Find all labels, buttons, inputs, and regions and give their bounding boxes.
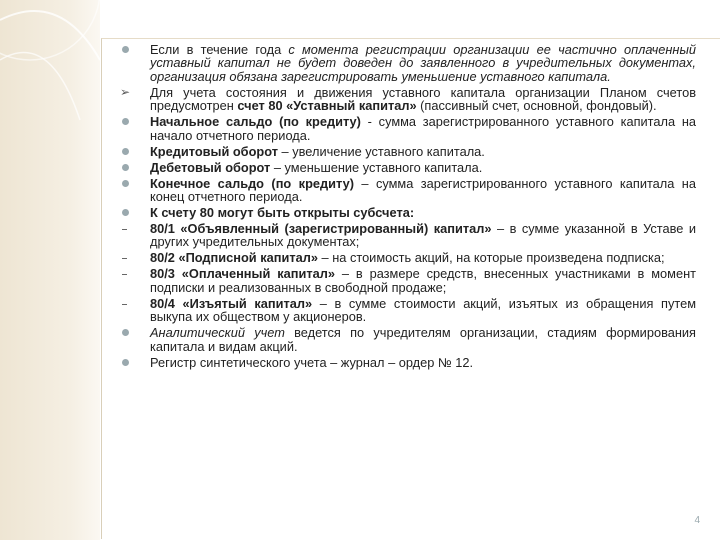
- item-text: – в сумме указанной в Уставе и других учредительных документах;: [150, 221, 697, 250]
- item-text: 80/1 «Объявленный (зарегистрированный) капитал»: [150, 221, 492, 237]
- list-item: [120, 145, 696, 158]
- list-item: [120, 177, 696, 204]
- item-text: К счету 80 могут быть открыты субсчета:: [150, 205, 415, 221]
- list-item: [120, 43, 696, 83]
- item-text: – в сумме стоимости акций, изъятых из обращения путем выкупа их обществом у акционеров.: [150, 295, 696, 325]
- list-item: [120, 115, 696, 142]
- item-text: Дебетовый оборот: [150, 159, 271, 175]
- arrow-bullet-icon: ➢: [120, 84, 131, 99]
- item-text: – уменьшение уставного капитала.: [270, 159, 483, 175]
- item-text: Регистр синтетического учета – журнал – ордер № 12.: [150, 354, 474, 370]
- item-text: Кредитовый оборот: [150, 143, 278, 159]
- item-text: 80/2 «Подписной капитал»: [150, 250, 318, 266]
- list-item: [120, 86, 696, 113]
- item-text: – увеличение уставного капитала.: [278, 143, 485, 159]
- bullet-list: [120, 43, 696, 372]
- content-panel: [101, 38, 720, 539]
- list-item: [120, 222, 696, 249]
- item-text: Начальное сальдо (по кредиту): [150, 114, 361, 130]
- item-text: 80/4 «Изъятый капитал»: [150, 295, 313, 311]
- item-text: (пассивный счет, основной, фондовый).: [416, 98, 657, 114]
- item-text: Если в течение года: [150, 42, 289, 57]
- list-item: [120, 356, 696, 369]
- item-text: – сумма зарегистрированного уставного капитала на конец отчетного периода.: [150, 175, 696, 205]
- list-item: [120, 251, 696, 264]
- item-text: счет 80 «Уставный капитал»: [237, 98, 417, 114]
- item-text: ведется по учредителям организации, стадиям формирования капитала и видам акций.: [150, 325, 696, 354]
- list-item: [120, 161, 696, 174]
- item-text: – в размере средств, внесенных участниками в момент подписки и реализованных в свободной продаже;: [150, 266, 697, 295]
- item-text: - сумма зарегистрированного уставного капитала на начало отчетного периода.: [150, 114, 696, 143]
- item-text: – на стоимость акций, на которые произведена подписка;: [317, 250, 665, 266]
- item-text: Для учета состояния и движения уставного капитала организации Планом счетов предусмотрен: [150, 84, 696, 114]
- item-text: Конечное сальдо (по кредиту): [150, 175, 354, 191]
- list-item: [120, 206, 696, 219]
- list-item: [120, 297, 696, 324]
- list-item: [120, 267, 696, 294]
- item-text: Аналитический учет: [150, 325, 285, 341]
- list-item: [120, 326, 696, 353]
- item-text: 80/3 «Оплаченный капитал»: [150, 266, 335, 282]
- item-text: с момента регистрации организации ее частично оплаченный уставный капитал не будет доведен до заявленного в учредительных документах, организация обязана зарегистрировать уменьшение уставного капитала.: [150, 42, 696, 84]
- page-number: 4: [694, 515, 700, 526]
